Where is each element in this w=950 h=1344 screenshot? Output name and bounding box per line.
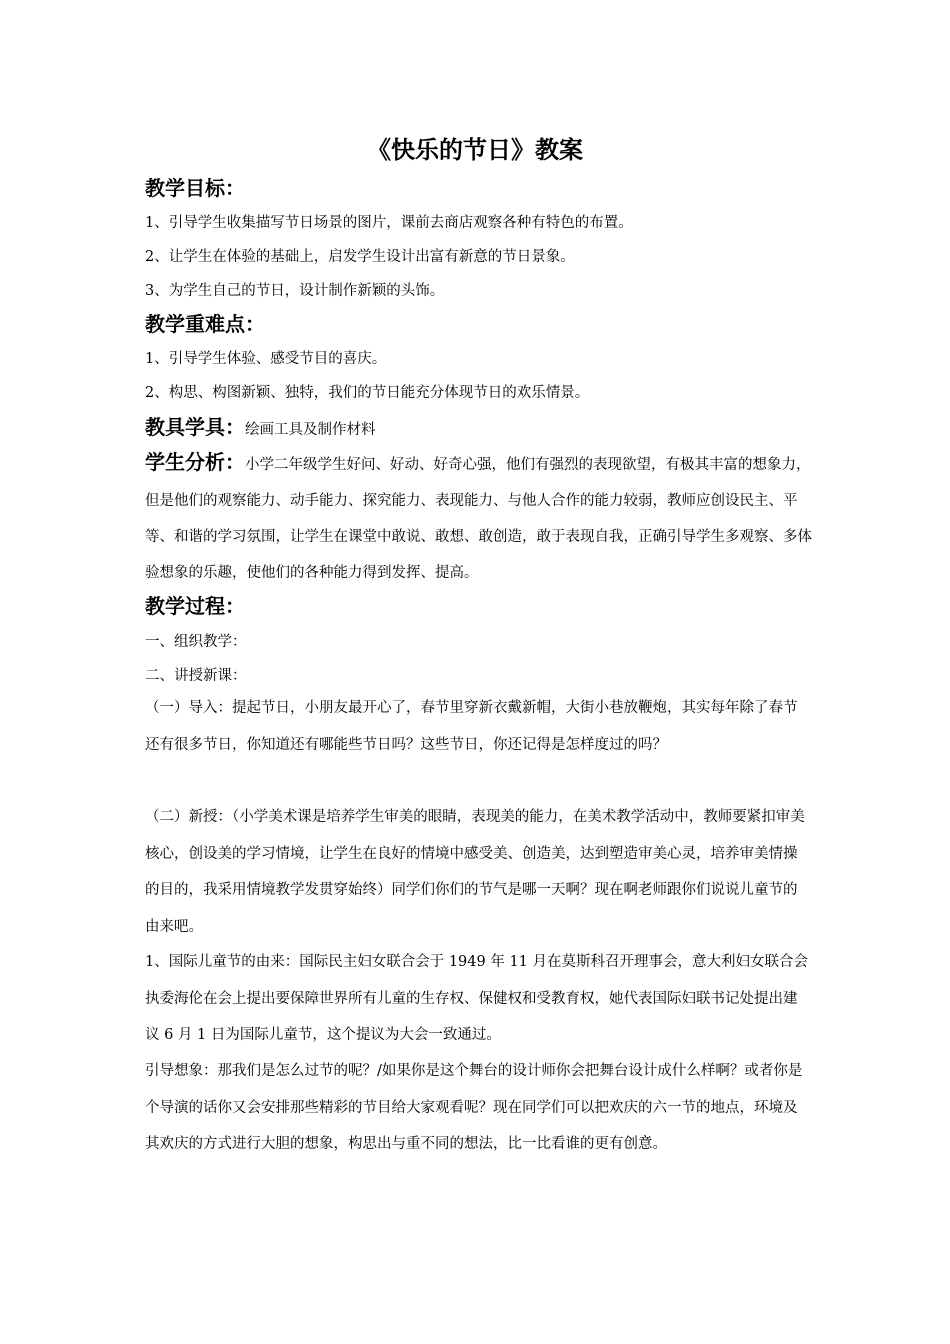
heading-key-points: 教学重难点：	[145, 312, 265, 336]
objective-item: 2、让学生在体验的基础上，启发学生设计出富有新意的节日景象。	[145, 249, 575, 265]
objective-item: 1、引导学生收集描写节日场景的图片，课前去商店观察各种有特色的布置。	[145, 215, 633, 231]
new-lesson-paragraph: （二）新授：（小学美术课是培养学生审美的眼睛，表现美的能力，在美术教学活动中，教师要紧扣审美核心，创设美的学习情境，让学生在良好的情境中感受美、创造美，达到塑造审美心灵，培养审美情操的目的，我采用情境教学发贯穿始终）同学们你们的节气是哪一天啊？现在啊老师跟你们说说儿童节的由来吧。	[145, 809, 805, 935]
heading-tools: 教具学具：	[145, 415, 245, 439]
guide-paragraph: 引导想象：那我们是怎么过节的呢？/如果你是这个舞台的设计师你会把舞台设计成什么样啊？或者你是个导演的话你又会安排那些精彩的节目给大家观看呢？现在同学们可以把欢庆的六一节的地点，环境及其欢庆的方式进行大胆的想象，构思出与重不同的想法，比一比看谁的更有创意。	[145, 1063, 803, 1152]
tools-line	[145, 413, 376, 444]
page-title: 《快乐的节日》教案	[367, 136, 583, 164]
heading-analysis: 学生分析：	[145, 450, 245, 474]
origin-paragraph: 1、国际儿童节的由来：国际民主妇女联合会于 1949 年 11 月在莫斯科召开理事会，意大利妇女联合会执委海伦在会上提出要保障世界所有儿童的生存权、保健权和受教育权，她代表国际妇联书记处提出建议 6 月 1 日为国际儿童节，这个提议为大会一致通过。	[145, 954, 809, 1043]
analysis-text: 小学二年级学生好问、好动、好奇心强，他们有强烈的表现欲望，有极其丰富的想象力，但是他们的观察能力、动手能力、探究能力、表现能力、与他人合作的能力较弱，教师应创设民主、平等、和谐的学习氛围，让学生在课堂中敢说、敢想、敢创造，敢于表现自我，正确引导学生多观察、多体验想象的乐趣，使他们的各种能力得到发挥、提高。	[145, 457, 812, 581]
objective-item: 3、为学生自己的节日，设计制作新颖的头饰。	[145, 283, 445, 299]
analysis-paragraph	[145, 444, 815, 591]
process-step: 一、组织教学：	[145, 634, 247, 650]
heading-process: 教学过程：	[145, 594, 245, 618]
key-point-item: 2、构思、构图新颖、独特，我们的节日能充分体现节日的欢乐情景。	[145, 385, 590, 401]
key-point-item: 1、引导学生体验、感受节目的喜庆。	[145, 351, 387, 367]
intro-paragraph: （一）导入：提起节日，小朋友最开心了，春节里穿新衣戴新帽，大街小巷放鞭炮，其实每年除了春节还有很多节日，你知道还有哪能些节日吗？这些节日，你还记得是怎样度过的吗？	[145, 700, 798, 753]
tools-text: 绘画工具及制作材料	[245, 422, 376, 438]
process-step: 二、讲授新课：	[145, 668, 247, 684]
heading-objectives: 教学目标：	[145, 176, 245, 200]
